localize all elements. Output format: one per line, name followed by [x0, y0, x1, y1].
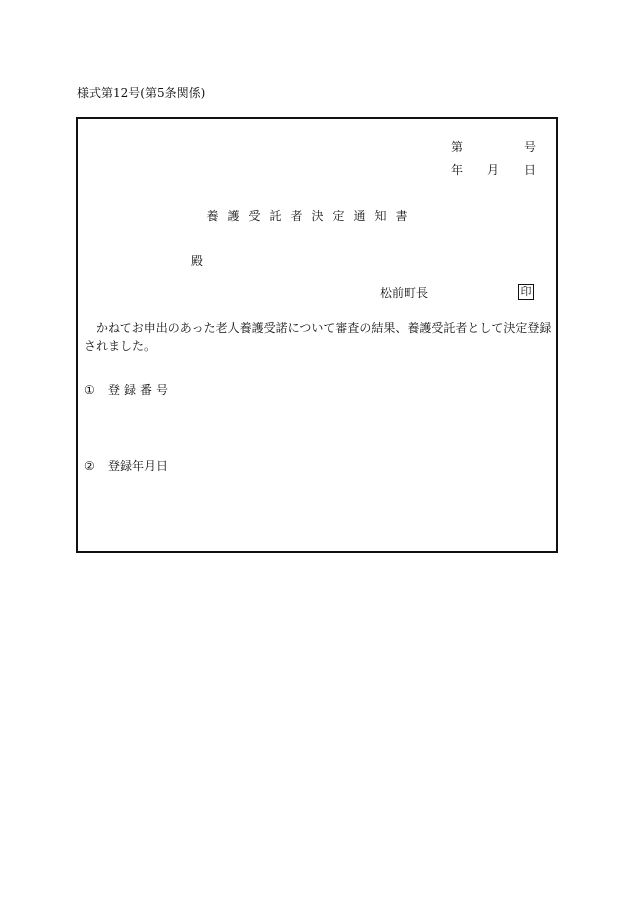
date-year: 年 — [451, 163, 464, 177]
date-month: 月 — [487, 163, 500, 177]
item-label-registration-date: 登録年月日 — [108, 459, 169, 473]
date-day: 日 — [524, 163, 537, 177]
notice-frame — [76, 117, 558, 553]
item-marker-1: ① — [84, 383, 95, 397]
number-prefix: 第 — [451, 140, 464, 154]
form-number-label: 様式第12号(第5条関係) — [77, 86, 206, 100]
number-suffix: 号 — [524, 140, 537, 154]
issuer-name: 松前町長 — [380, 286, 429, 300]
seal-mark: 印 — [518, 284, 534, 300]
document-title: 養護受託者決定通知書 — [206, 209, 417, 223]
notice-body: かねてお申出のあった老人養護受諾について審査の結果、養護受託者として決定登録されました。 — [84, 321, 552, 353]
item-label-registration-number: 登録番号 — [108, 383, 173, 397]
item-marker-2: ② — [84, 459, 95, 473]
recipient-honorific: 殿 — [191, 254, 204, 268]
